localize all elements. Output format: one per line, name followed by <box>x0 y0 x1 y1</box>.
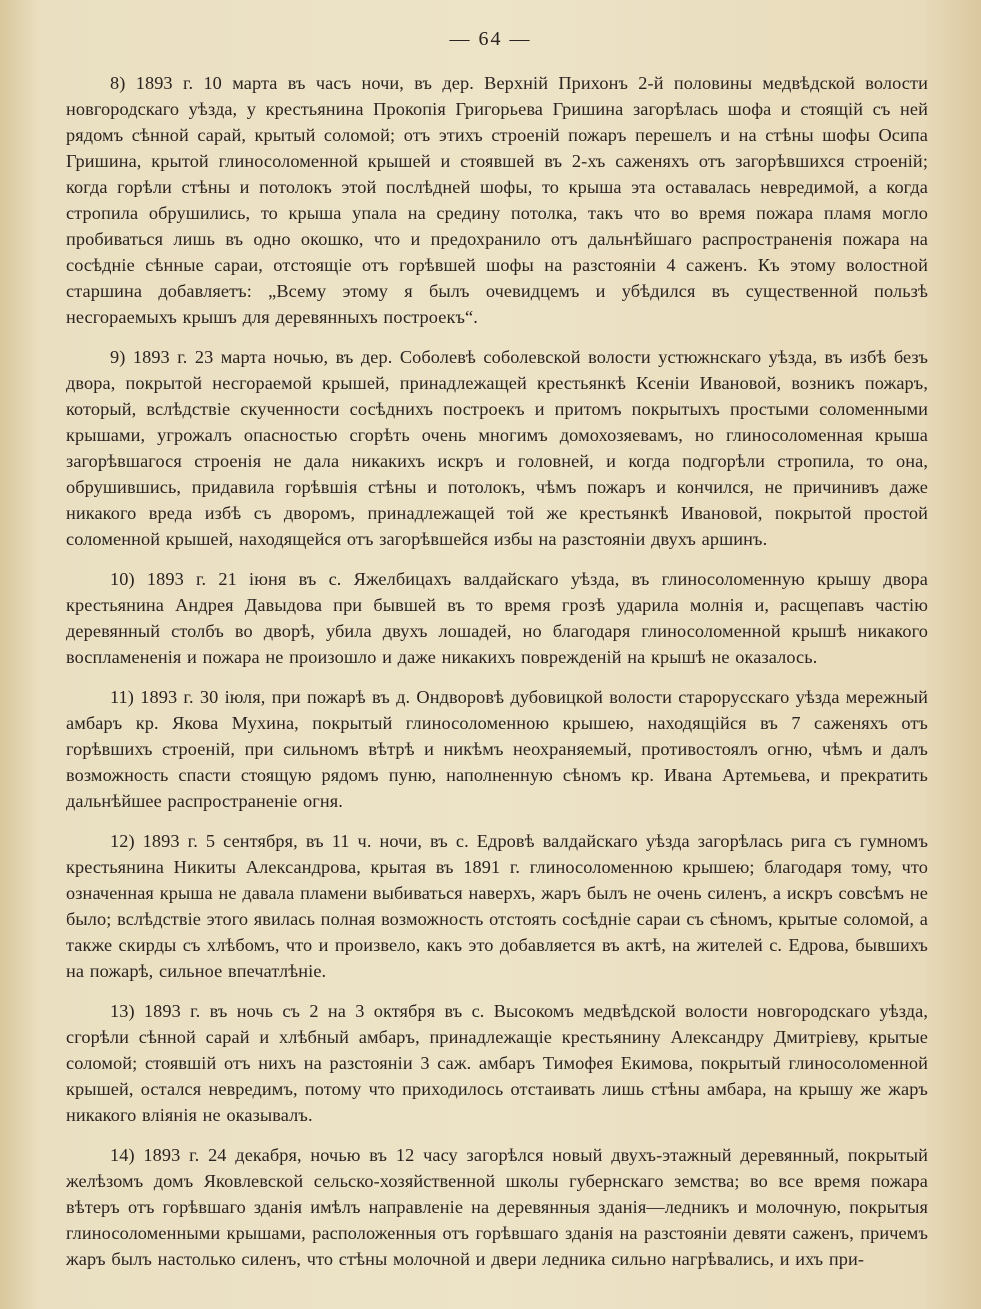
paragraph-11: 11) 1893 г. 30 іюля, при пожарѣ въ д. Ондворовѣ дубовицкой волости старорусскаго уѣзда мережный амбаръ кр. Якова Мухина, покрытый глиносоломенною крышею, находящійся въ 7 саженяхъ отъ горѣвшихъ строеній, при сильномъ вѣтрѣ и никѣмъ неохраняемый, противостоялъ огню, чѣмъ и далъ возможность спасти стоящую рядомъ пуню, наполненную сѣномъ кр. Ивана Артемьева, и прекратить дальнѣйшее распространеніе огня. <box>66 687 928 811</box>
paragraph-10: 10) 1893 г. 21 іюня въ с. Яжелбицахъ валдайскаго уѣзда, въ глиносоломенную крышу двора крестьянина Андрея Давыдова при бывшей въ то время грозѣ ударила молнія и, расщепавъ частію деревянный столбъ во дворѣ, убила двухъ лошадей, но благодаря глиносоломенной крышѣ никакого воспламененія и пожара не произошло и даже никакихъ поврежденій на крышѣ не оказалось. <box>66 569 928 667</box>
paragraph-8: 8) 1893 г. 10 марта въ часъ ночи, въ дер. Верхній Прихонъ 2-й половины медвѣдской волости новгородскаго уѣзда, у крестьянина Прокопія Григорьева Гришина загорѣлась шофа и стоящій съ ней рядомъ сѣнной сарай, крытый соломой; отъ этихъ строеній пожаръ перешелъ и на стѣны шофы Осипа Гришина, крытой глиносоломенной крышей и стоявшей въ 2-хъ саженяхъ отъ загорѣвшихся строеній; когда горѣли стѣны и потолокъ этой послѣдней шофы, то крыша эта оставалась невредимой, а когда стропила обрушились, то крыша упала на средину потолка, такъ что во время пожара пламя могло пробиваться лишь въ одно окошко, что и предохранило отъ дальнѣйшаго распространенія пожара на сосѣдніе сѣнные сараи, отстоящіе отъ горѣвшей шофы на разстояніи 4 саженъ. Къ этому волостной старшина добавляетъ: „Всему этому я былъ очевидцемъ и убѣдился въ существенной пользѣ несгораемыхъ крышъ для деревянныхъ построекъ“. <box>66 73 928 327</box>
paragraph-14: 14) 1893 г. 24 декабря, ночью въ 12 часу загорѣлся новый двухъ-этажный деревянный, покрытый желѣзомъ домъ Яковлевской сельско-хозяйственной школы губернскаго земства; во все время пожара вѣтеръ отъ горѣвшаго зданія имѣлъ направленіе на деревянныя зданія—ледникъ и молочную, покрытыя глиносоломенными крышами, расположенныя отъ горѣвшаго зданія на разстояніи девяти саженъ, причемъ жаръ былъ настолько силенъ, что стѣны молочной и двери ледника сильно нагрѣвались, и ихъ при- <box>66 1145 928 1269</box>
paragraph-9: 9) 1893 г. 23 марта ночью, въ дер. Соболевѣ соболевской волости устюжнскаго уѣзда, въ избѣ безъ двора, покрытой несгораемой крышей, принадлежащей крестьянкѣ Ксеніи Ивановой, возникъ пожаръ, который, вслѣдствіе скученности сосѣднихъ построекъ и притомъ покрытыхъ простыми соломенными крышами, угрожалъ опасностью сгорѣть очень многимъ домохозяевамъ, но глиносоломенная крыша загорѣвшагося строенія не дала никакихъ искръ и головней, и когда подгорѣли стропила, то она, обрушившись, придавила горѣвшія стѣны и потолокъ, чѣмъ пожаръ и кончился, не причинивъ даже никакого вреда избѣ съ дворомъ, принадлежащей той же крестьянкѣ Ивановой, покрытой простой соломенной крышей, находящейся отъ загорѣвшейся избы на разстояніи двухъ аршинъ. <box>66 347 928 549</box>
paragraph-12: 12) 1893 г. 5 сентября, въ 11 ч. ночи, въ с. Едровѣ валдайскаго уѣзда загорѣлась рига съ гумномъ крестьянина Никиты Александрова, крытая въ 1891 г. глиносоломенною крышею; благодаря тому, что означенная крыша не давала пламени выбиваться наверхъ, жаръ былъ не очень силенъ, а искръ совсѣмъ не было; вслѣдствіе этого явилась полная возможность отстоять сосѣдніе сараи съ сѣномъ, крытые соломой, а также скирды съ хлѣбомъ, что и произвело, какъ это добавляется въ актѣ, на жителей с. Едрова, бывшихъ на пожарѣ, сильное впечатлѣніе. <box>66 831 928 981</box>
page-number: — 64 — <box>449 28 532 50</box>
paragraph-13: 13) 1893 г. въ ночь съ 2 на 3 октября въ с. Высокомъ медвѣдской волости новгородскаго уѣзда, сгорѣли сѣнной сарай и хлѣбный амбаръ, принадлежащіе крестьянину Александру Дмитріеву, крытые соломой; стоявшій отъ нихъ на разстояніи 3 саж. амбаръ Тимофея Екимова, покрытый глиносоломенной крышей, остался невредимъ, потому что приходилось отстаивать лишь стѣны амбара, на крышу же жаръ никакого вліянія не оказывалъ. <box>66 1001 928 1125</box>
page-body <box>66 70 928 1272</box>
